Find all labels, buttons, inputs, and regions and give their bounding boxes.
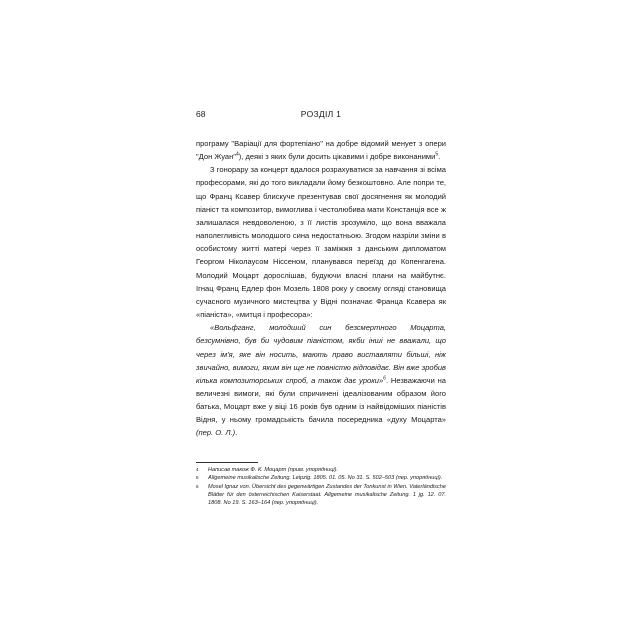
footnote-6 [196,483,446,508]
footnote-ref-5[interactable]: 5 [435,151,439,158]
footnote-5 [196,474,446,482]
footnote-number: 4 [196,467,199,472]
footnote-ref-6[interactable]: 6 [383,375,386,382]
footnote-text: Написав також Ф. К. Моцарт (прим. упорядниці). [208,467,339,473]
main-text [196,137,446,440]
paragraph-1: програму "Варіації для фортепіано" на добре відомий менует з опери "Дон Жуан"$^4$), деякі з яких були досить цікавими і добре виконаними$^5$. [196,139,446,162]
quote-paragraph: «Вольфганг, молодший син безсмертного Моцарта, безсумнівно, був би чудовим піаністом, якби інші не вважали, що через ім'я, яке він носить, мають право виставляти більші, ніж звичайно, вимоги, яким він ще не повністю відповідає. Він вже зробив кілька композиторських спроб, а також дає уроки»$^6$. Незважаючи на величезні вимоги, які були спричинені ідеалізованим образом його батька, Моцарт вже у віці 16 років був одним із найвідоміших піаністів Відня, у ньому громадськість бачила посередника «духу Моцарта» (пер. О. Л.). [196,323,446,438]
footnote-ref-4[interactable]: 4 [235,151,239,158]
footnote-number: 6 [196,483,199,489]
footnote-4 [196,466,446,474]
footnote-text: Mosel Ignaz von. Übersicht des gegenwärtigen Zustandes der Tonkunst in Wien. Vaterländische Blätter für den österreichischen Kaiserstaat. Allgemeine musikalische Zeitung. 1 jg. 12. 07. 1808. No 19. S. 163–164 (пер. упорядниці). [208,483,446,507]
paragraph-3-text: . Незважаючи на величезні вимоги, які були спричинені ідеалізованим образом його батька, Моцарт вже у віці 16 років був одним із найвідоміших піаністів Відня, у ньому громадськість бачила посередника «духу Моцарта» [196,375,446,425]
footnote-number: 5 [196,475,199,481]
translator-note: (пер. О. Л.) [196,428,236,438]
footnotes [196,466,446,507]
quote-text: «Вольфганг, молодший син безсмертного Моцарта, безсумнівно, був би чудовим піаністом, якби інші не вважали, що через ім'я, яке він носить, мають право виставляти більші, ніж звичайно, вимоги, яким він ще не повністю відповідає. Він вже зробив кілька композиторських спроб, а також дає уроки» [196,323,446,385]
page-number: 68 [196,109,206,119]
paragraph-2: З гонорару за концерт вдалося розрахуватися за навчання зі всіма професорами, які до того викладали йому безкоштовно. Але попри те, що Франц Ксавер блискуче презентував свої досягнення як молодий піаніст та композитор, вимоглива і честолюбива мати Констанція все ж залишалася невдоволеною, з її листів зрозуміло, що вона вважала наполегливість молодшого сина недостатньою. Згодом назріли зміни в особистому житті матері через її заміжжя з данським дипломатом Георгом Ніколаусом Ніссеном, планувався переїзд до Копенгагена. Молодий Моцарт дорослішав, будуючи власні плани на майбутнє. Ігнац Франц Едлер фон Мозель 1808 року у своєму огляді становища сучасного музичного мистецтва у Відні позначає Франца Ксавера як «піаніста», «митця і професора»: [196,165,446,320]
chapter-title: РОЗДІЛ 1 [300,109,342,119]
footnote-divider [196,462,258,463]
running-header [196,109,446,123]
footnote-text: Allgemeine musikalische Zeitung. Leipzig. 1805. 01. 05. No 31. S. 502–503 (пер. упорядниці). [208,475,443,482]
